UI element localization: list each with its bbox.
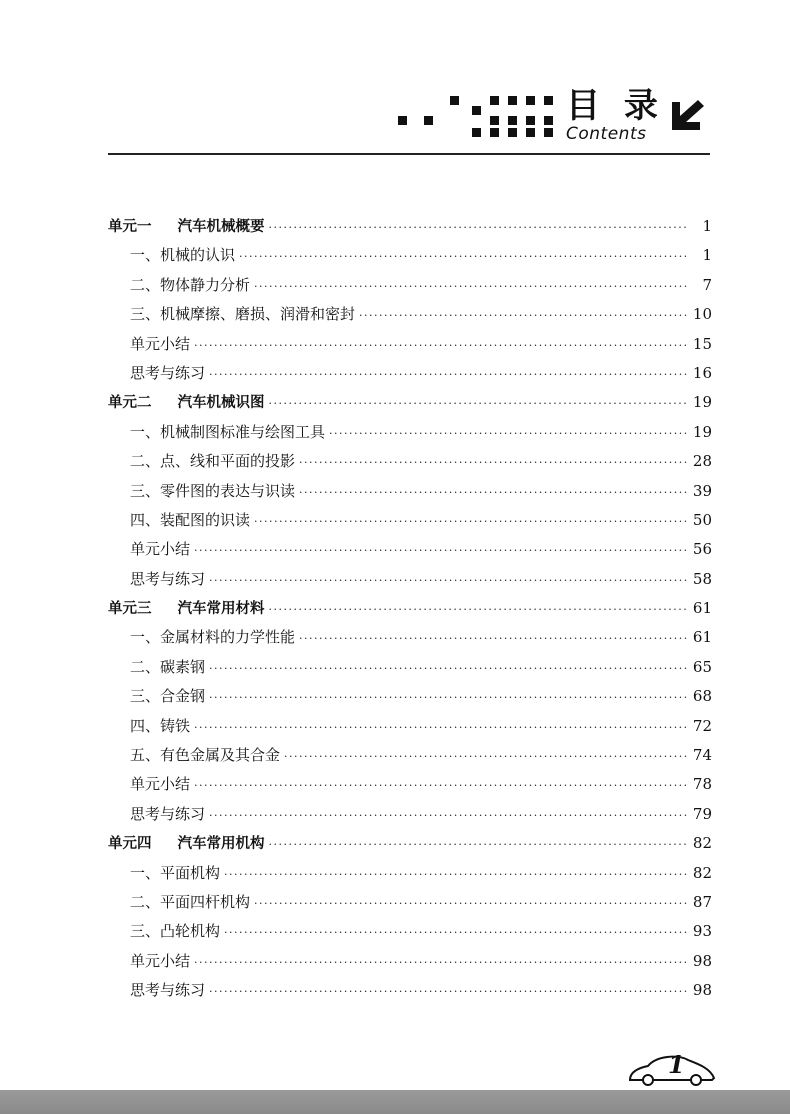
toc-entry-row[interactable] (108, 656, 712, 685)
dot-leader (209, 574, 687, 587)
dot-leader (254, 515, 687, 528)
toc-unit-row[interactable] (108, 597, 712, 626)
toc-entry-title: 汽车常用材料 (177, 601, 265, 618)
toc-entry-row[interactable] (108, 626, 712, 655)
footer-bar (0, 1090, 790, 1114)
toc-page-number: 82 (692, 834, 712, 853)
toc-entry-title: 四、装配图的识读 (130, 510, 251, 529)
toc-page-number: 87 (692, 892, 712, 911)
toc-page-number: 61 (692, 628, 712, 647)
dot-leader (299, 632, 687, 645)
toc-unit-row[interactable] (108, 832, 712, 861)
dot-leader (299, 486, 687, 499)
toc-entry-title: 五、有色金属及其合金 (130, 746, 281, 765)
decorative-squares (398, 92, 568, 142)
toc-entry-title: 汽车常用机构 (177, 836, 265, 853)
dot-leader (194, 721, 687, 734)
dot-leader (209, 662, 687, 675)
dot-leader (209, 691, 687, 704)
toc-entry-title: 单元小结 (130, 334, 191, 353)
toc-unit-row[interactable] (108, 391, 712, 420)
toc-page-number: 1 (702, 246, 712, 265)
toc-entry-row[interactable] (108, 744, 712, 773)
toc-entry-row[interactable] (108, 303, 712, 332)
toc-page-number: 10 (692, 305, 712, 324)
header-divider (108, 153, 710, 155)
page-subtitle: Contents (566, 124, 647, 144)
dot-leader (359, 309, 687, 322)
toc-entry-row[interactable] (108, 773, 712, 802)
toc-page-number: 79 (692, 804, 712, 823)
dot-leader (224, 868, 687, 881)
toc-entry-row[interactable] (108, 950, 712, 979)
toc-page-number: 56 (692, 540, 712, 559)
toc-entry-row[interactable] (108, 803, 712, 832)
dot-leader (194, 544, 687, 557)
toc-entry-title: 三、凸轮机构 (130, 922, 221, 941)
toc-page-number: 15 (692, 334, 712, 353)
arrow-down-left-icon (664, 94, 710, 140)
toc-entry-title: 思考与练习 (130, 569, 206, 588)
toc-entry-title: 四、铸铁 (130, 716, 191, 735)
toc-page-number: 78 (692, 775, 712, 794)
toc-entry-row[interactable] (108, 891, 712, 920)
toc-page-number: 19 (692, 393, 712, 412)
toc-entry-title: 三、机械摩擦、磨损、润滑和密封 (130, 305, 356, 324)
page-title: 目 录 (566, 86, 664, 126)
toc-page-number: 28 (692, 452, 712, 471)
toc-entry-title: 一、机械的认识 (130, 246, 236, 265)
toc-entry-title: 三、合金钢 (130, 687, 206, 706)
toc-page-number: 61 (692, 599, 712, 618)
toc-entry-title: 一、金属材料的力学性能 (130, 628, 296, 647)
dot-leader (284, 750, 687, 763)
toc-page-number: 19 (692, 422, 712, 441)
dot-leader (269, 838, 687, 851)
toc-entry-title: 二、平面四杆机构 (130, 892, 251, 911)
toc-entry-row[interactable] (108, 333, 712, 362)
toc-page-number: 68 (692, 687, 712, 706)
dot-leader (194, 779, 687, 792)
dot-leader (224, 926, 687, 939)
toc-entry-row[interactable] (108, 979, 712, 1008)
toc-page-number: 1 (702, 217, 712, 235)
toc-entry-title: 汽车机械识图 (177, 395, 265, 412)
dot-leader (329, 427, 687, 440)
toc-page-number: 39 (692, 481, 712, 500)
toc-entry-title: 思考与练习 (130, 363, 206, 382)
toc-entry-row[interactable] (108, 362, 712, 391)
toc-entry-row[interactable] (108, 274, 712, 303)
toc-unit-row[interactable] (108, 215, 712, 244)
toc-page-number: 74 (692, 746, 712, 765)
toc-entry-title: 二、碳素钢 (130, 657, 206, 676)
toc-page-number: 50 (692, 510, 712, 529)
toc-page-number: 72 (692, 716, 712, 735)
page-number: 1 (668, 1050, 685, 1079)
dot-leader (269, 397, 687, 410)
toc-entry-title: 三、零件图的表达与识读 (130, 481, 296, 500)
toc-page-number: 65 (692, 657, 712, 676)
table-of-contents (108, 215, 712, 1009)
toc-entry-row[interactable] (108, 421, 712, 450)
toc-entry-row[interactable] (108, 509, 712, 538)
toc-unit-number: 单元四 (108, 836, 152, 853)
page-header (0, 0, 790, 160)
toc-page-number: 58 (692, 569, 712, 588)
toc-unit-number: 单元一 (108, 219, 152, 235)
toc-unit-number: 单元二 (108, 395, 152, 412)
toc-entry-row[interactable] (108, 244, 712, 273)
toc-entry-title: 一、机械制图标准与绘图工具 (130, 422, 326, 441)
toc-unit-number: 单元三 (108, 601, 152, 618)
toc-page-number: 98 (692, 951, 712, 970)
dot-leader (194, 339, 687, 352)
toc-page-number: 93 (692, 922, 712, 941)
toc-page-number: 98 (692, 981, 712, 1000)
toc-entry-row[interactable] (108, 685, 712, 714)
dot-leader (299, 456, 687, 469)
toc-entry-title: 单元小结 (130, 951, 191, 970)
dot-leader (254, 897, 687, 910)
toc-entry-title: 单元小结 (130, 540, 191, 559)
toc-entry-row[interactable] (108, 862, 712, 891)
toc-entry-row[interactable] (108, 450, 712, 479)
dot-leader (209, 809, 687, 822)
toc-entry-title: 一、平面机构 (130, 863, 221, 882)
toc-entry-row[interactable] (108, 715, 712, 744)
dot-leader (239, 250, 688, 263)
toc-entry-row[interactable] (108, 568, 712, 597)
toc-entry-title: 汽车机械概要 (177, 219, 265, 235)
dot-leader (269, 221, 689, 234)
toc-entry-title: 二、点、线和平面的投影 (130, 452, 296, 471)
toc-entry-title: 思考与练习 (130, 804, 206, 823)
toc-entry-title: 思考与练习 (130, 981, 206, 1000)
toc-page-number: 7 (702, 275, 712, 294)
dot-leader (209, 985, 687, 998)
toc-entry-row[interactable] (108, 538, 712, 567)
toc-page-number: 16 (692, 363, 712, 382)
toc-page-number: 82 (692, 863, 712, 882)
toc-entry-row[interactable] (108, 920, 712, 949)
toc-entry-title: 单元小结 (130, 775, 191, 794)
dot-leader (254, 280, 688, 293)
toc-entry-title: 二、物体静力分析 (130, 275, 251, 294)
dot-leader (209, 368, 687, 381)
dot-leader (194, 956, 687, 969)
dot-leader (269, 603, 687, 616)
toc-entry-row[interactable] (108, 480, 712, 509)
